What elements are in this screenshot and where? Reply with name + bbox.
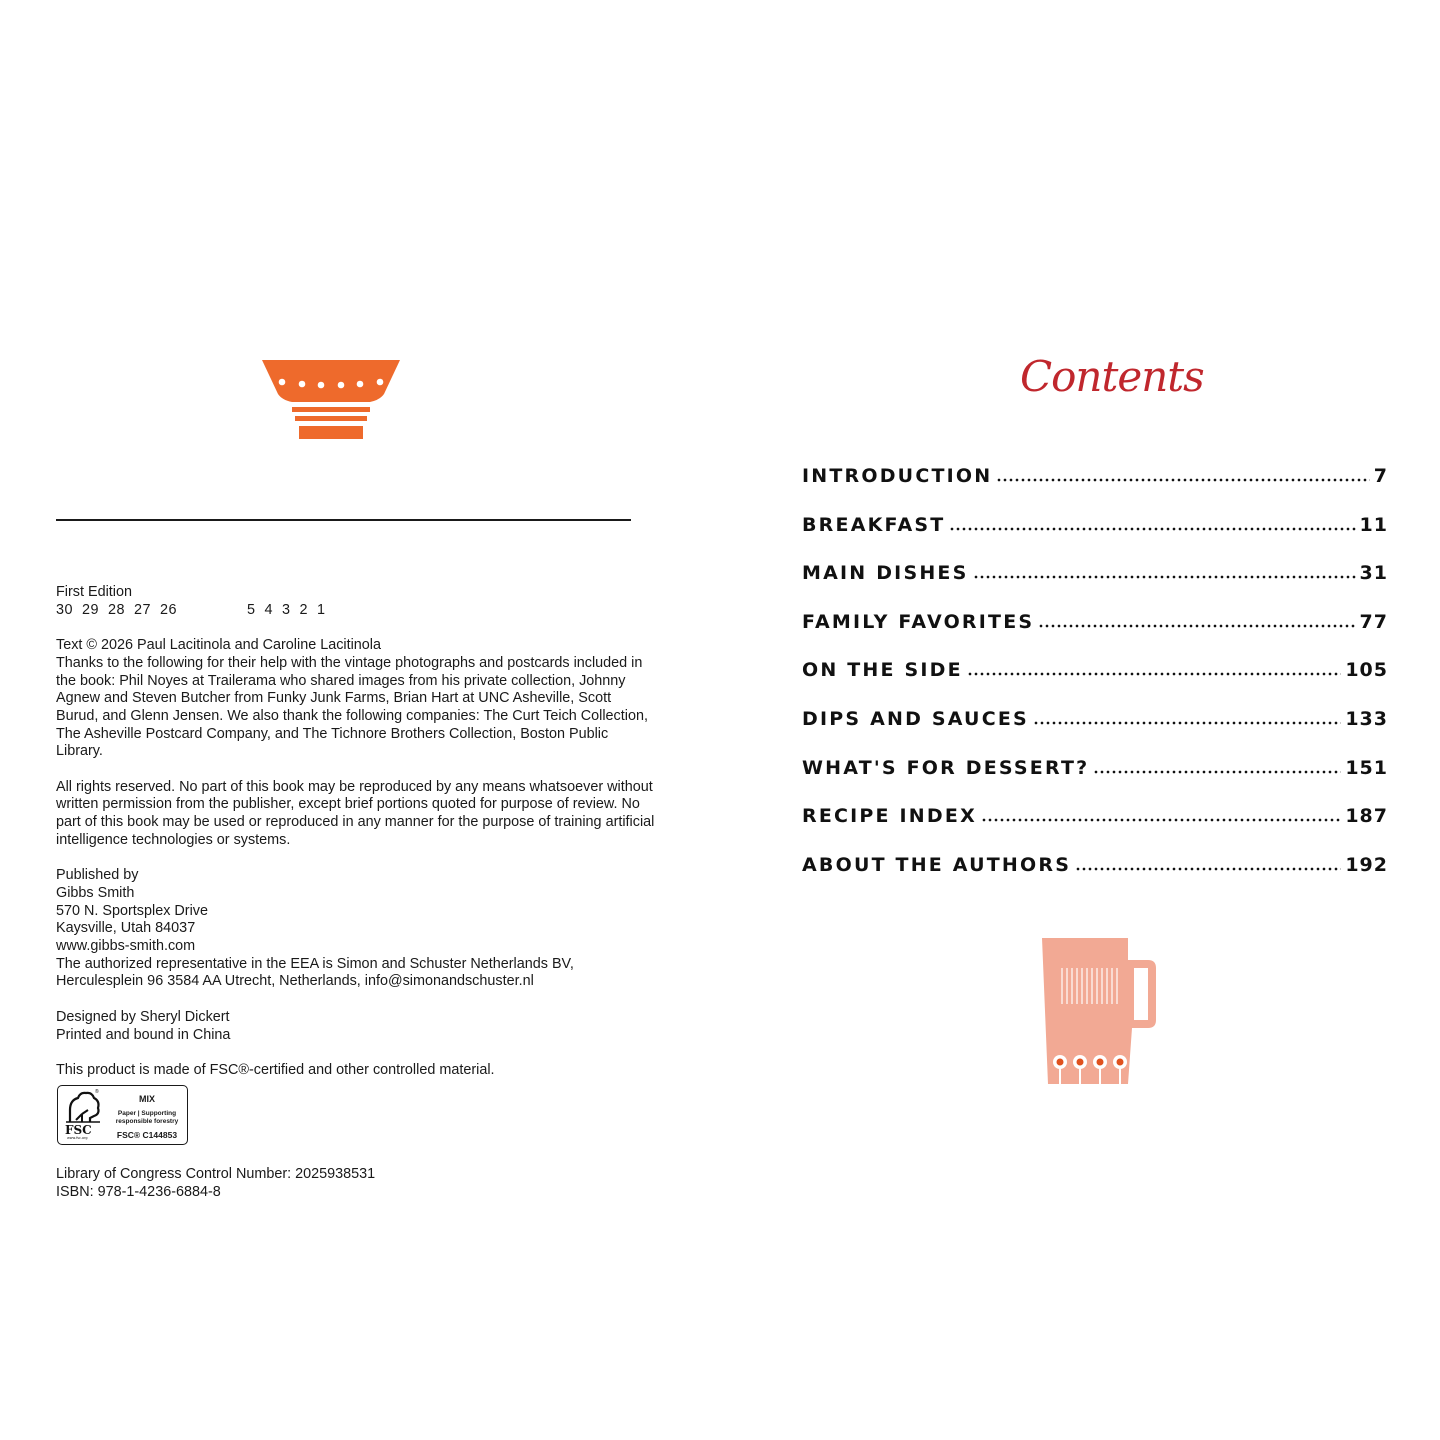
- toc-label: ABOUT THE AUTHORS: [802, 853, 1072, 876]
- toc-label: FAMILY FAVORITES: [802, 610, 1035, 633]
- lccn-text: Library of Congress Control Number: 2025938531: [56, 1166, 376, 1182]
- contents-title: Contents: [1020, 352, 1204, 401]
- toc-label: RECIPE INDEX: [802, 805, 977, 828]
- printing-line: [56, 602, 656, 620]
- toc-row: [802, 799, 1388, 827]
- copyright-block: [56, 584, 656, 1080]
- address-line-2: Kaysville, Utah 84037: [56, 920, 196, 937]
- toc-row: [802, 653, 1388, 681]
- fsc-site: www.fsc.org: [67, 1136, 88, 1140]
- address-line-1: 570 N. Sportsplex Drive: [56, 902, 208, 919]
- toc-leader-dots: [1093, 770, 1341, 774]
- toc-row: [802, 459, 1388, 487]
- isbn-text: ISBN: 978-1-4236-6884-8: [56, 1183, 221, 1200]
- toc-page-number: 7: [1373, 465, 1388, 487]
- toc-label: BREAKFAST: [802, 513, 946, 536]
- fsc-statement: This product is made of FSC®-certified and other controlled material.: [56, 1061, 495, 1078]
- toc-leader-dots: [1033, 721, 1341, 725]
- toc-page-number: 105: [1345, 659, 1388, 682]
- toc-page-number: 192: [1345, 853, 1388, 876]
- fsc-descriptor-line-2: responsible forestry: [115, 1118, 179, 1125]
- fsc-letters: FSC: [65, 1123, 92, 1137]
- toc-page-number: 133: [1345, 708, 1388, 730]
- fsc-tree-icon: [62, 1088, 104, 1140]
- toc-leader-dots: [967, 672, 1342, 676]
- edition-text: First Edition: [56, 584, 132, 600]
- published-by: Published by: [56, 867, 139, 884]
- toc-row: [802, 848, 1388, 876]
- toc-leader-dots: [1038, 624, 1355, 628]
- printing-numbers: 5 4 3 2 1: [247, 601, 326, 618]
- toc-page-number: 11: [1359, 513, 1388, 536]
- toc-leader-dots: [973, 575, 1356, 579]
- publisher-name: Gibbs Smith: [56, 884, 135, 901]
- toc-page-number: 187: [1345, 805, 1388, 828]
- toc-page-number: 77: [1359, 610, 1388, 633]
- toc-page-number: 31: [1359, 562, 1388, 585]
- toc-leader-dots: [996, 478, 1369, 482]
- toc-row: [802, 508, 1388, 536]
- printing-years: 30 29 28 27 26: [56, 601, 178, 618]
- designed-by: Designed by Sheryl Dickert: [56, 1008, 230, 1025]
- rights-paragraph: All rights reserved. No part of this book may be reproduced by any means whatsoever without written permission from the publisher, except brief portions quoted for purpose of review. No part of this book may be used or reproduced in any manner for the purpose of training artificial intelligence technologies or systems.: [56, 778, 655, 848]
- publisher-website: www.gibbs-smith.com: [56, 938, 196, 955]
- fsc-descriptor: [108, 1110, 186, 1126]
- fsc-mix-label: MIX: [138, 1094, 155, 1104]
- toc-label: MAIN DISHES: [802, 562, 969, 585]
- toc-leader-dots: [981, 818, 1341, 822]
- bowl-icon: [262, 360, 400, 442]
- catalog-block: [56, 1166, 375, 1201]
- toc-row: [802, 556, 1388, 584]
- toc-label: INTRODUCTION: [802, 465, 993, 487]
- toc-row: [802, 702, 1388, 730]
- toc-label: ON THE SIDE: [802, 659, 963, 682]
- contents-page: [720, 0, 1440, 1440]
- toc-label: WHAT'S FOR DESSERT?: [802, 756, 1090, 779]
- thanks-paragraph: Thanks to the following for their help with the vintage photographs and postcards included in the book: Phil Noyes at Trailerama who shared images from his private collection, Johnny Agnew and Steven Butcher from Funky Junk Farms, Brian Hart at UNC Asheville, Scott Burud, and Glenn Jensen. We also thank the following companies: The Curt Teich Collection, The Asheville Postcard Company, and The Tichnore Brothers Collection, Boston Public Library.: [56, 654, 648, 760]
- fsc-logo: [57, 1085, 188, 1145]
- divider-rule: [56, 519, 631, 521]
- eea-representative: The authorized representative in the EEA is Simon and Schuster Netherlands BV, Herculesplein 96 3584 AA Utrecht, Netherlands, info@simonandschuster.nl: [56, 955, 574, 990]
- pitcher-icon: [1042, 938, 1160, 1086]
- toc-row: [802, 605, 1388, 633]
- fsc-license-code: FSC® C144853: [116, 1130, 178, 1140]
- text-copyright: Text © 2026 Paul Lacitinola and Caroline Lacitinola: [56, 637, 382, 654]
- svg-text:®: ®: [95, 1089, 99, 1095]
- toc-row: [802, 751, 1388, 779]
- toc-page-number: 151: [1345, 756, 1388, 779]
- printed-in: Printed and bound in China: [56, 1026, 231, 1043]
- toc-leader-dots: [1075, 867, 1341, 871]
- fsc-descriptor-line-1: Paper | Supporting: [117, 1110, 177, 1117]
- toc-label: DIPS AND SAUCES: [802, 708, 1029, 730]
- toc-leader-dots: [949, 527, 1355, 531]
